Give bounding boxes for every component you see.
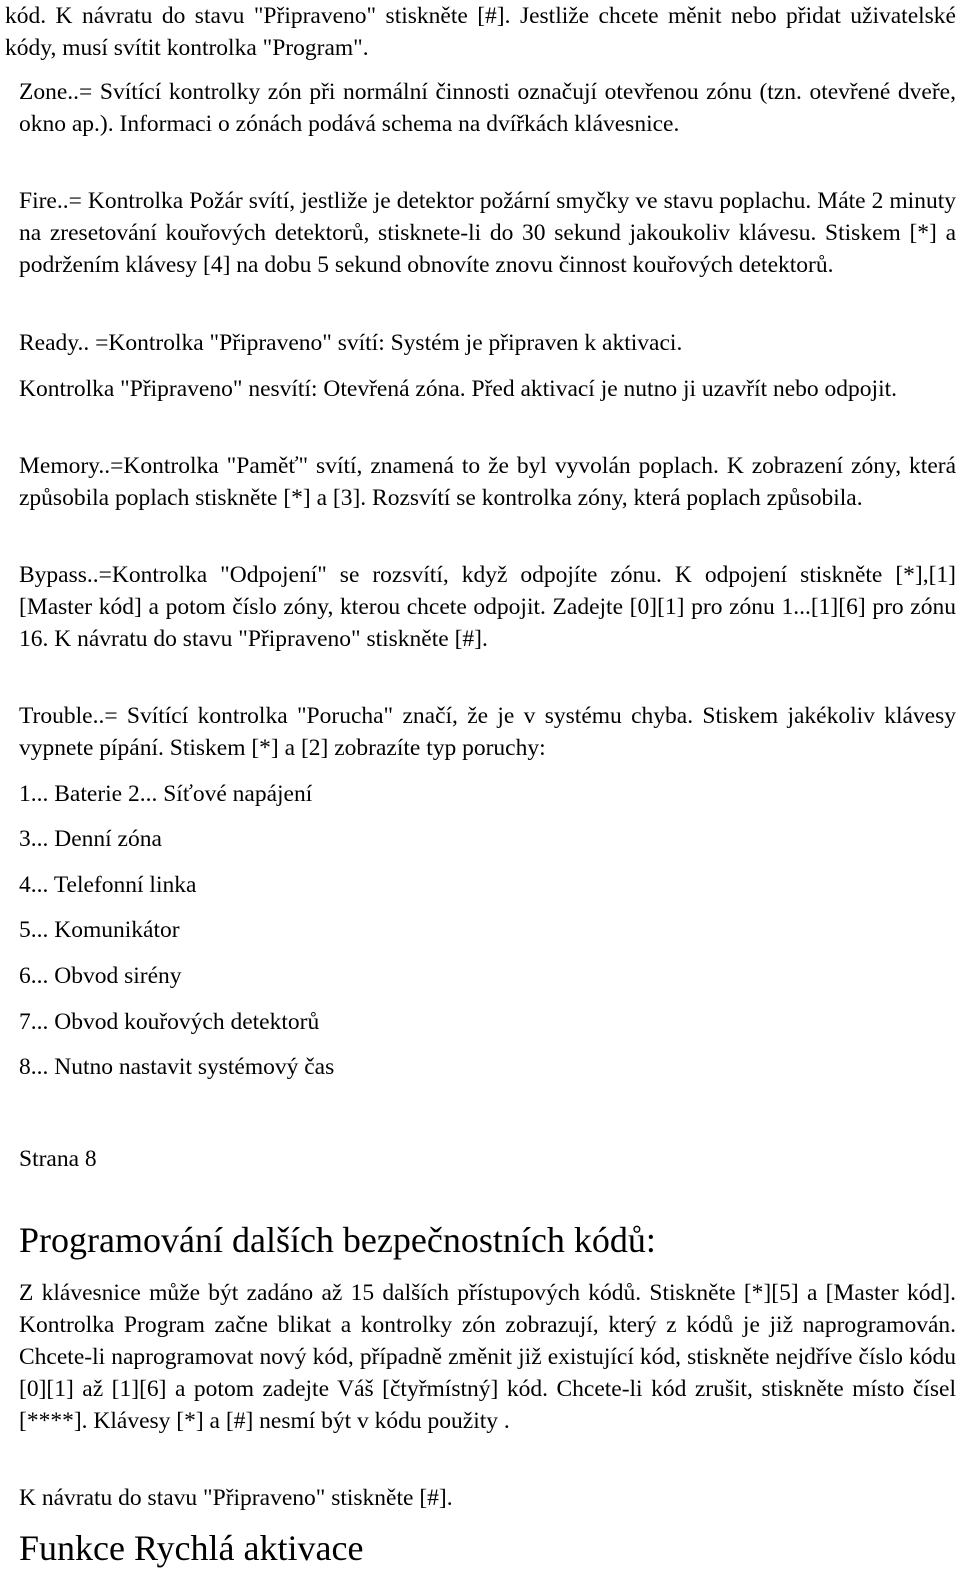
trouble-list-item: 1... Baterie 2... Síťové napájení: [19, 781, 313, 807]
ready-off-paragraph: Kontrolka "Připraveno" nesvítí: Otevřená zóna. Před aktivací je nutno ji uzavřít nebo odpojit.: [19, 376, 898, 402]
zone-paragraph: Zone..= Svítící kontrolky zón při normální činnosti označují otevřenou zónu (tzn. otevřené dveře, okno ap.). Informaci o zónách podává schema na dvířkách klávesnice.: [19, 79, 956, 137]
trouble-list-item: 5... Komunikátor: [19, 917, 180, 943]
trouble-paragraph: Trouble..= Svítící kontrolka "Porucha" značí, že je v systému chyba. Stiskem jakékoliv klávesy vypnete pípání. Stiskem [*] a [2] zobrazíte typ poruchy:: [19, 703, 956, 761]
section-heading-quick-arm: Funkce Rychlá aktivace: [19, 1528, 364, 1568]
ready-paragraph: Ready.. =Kontrolka "Připraveno" svítí: Systém je připraven k aktivaci.: [19, 330, 683, 356]
fire-paragraph: Fire..= Kontrolka Požár svítí, jestliže je detektor požární smyčky ve stavu poplachu. Máte 2 minuty na zresetování kouřových detektorů, stisknete-li do 30 sekund jakoukoliv klávesu. Stiskem [*] a podržením klávesy [4] na dobu 5 sekund obnovíte znovu činnost kouřových detektorů.: [19, 188, 956, 278]
page-number: Strana 8: [19, 1146, 97, 1172]
trouble-list-item: 6... Obvod sirény: [19, 963, 182, 989]
intro-paragraph: kód. K návratu do stavu "Připraveno" stiskněte [#]. Jestliže chcete měnit nebo přidat uživatelské kódy, musí svítit kontrolka "Program".: [5, 3, 956, 61]
trouble-list-item: 4... Telefonní linka: [19, 872, 197, 898]
section-heading-codes: Programování dalších bezpečnostních kódů:: [19, 1220, 656, 1260]
trouble-list-item: 8... Nutno nastavit systémový čas: [19, 1054, 335, 1080]
trouble-list-item: 7... Obvod kouřových detektorů: [19, 1009, 320, 1035]
bypass-paragraph: Bypass..=Kontrolka "Odpojení" se rozsvítí, když odpojíte zónu. K odpojení stiskněte [*],[1][Master kód] a potom číslo zóny, kterou chcete odpojit. Zadejte [0][1] pro zónu 1...[1][6] pro zónu 16. K návratu do stavu "Připraveno" stiskněte [#].: [19, 562, 956, 652]
memory-paragraph: Memory..=Kontrolka "Paměť" svítí, znamená to že byl vyvolán poplach. K zobrazení zóny, která způsobila poplach stiskněte [*] a [3]. Rozsvítí se kontrolka zóny, která poplach způsobila.: [19, 453, 956, 511]
codes-paragraph: Z klávesnice může být zadáno až 15 dalších přístupových kódů. Stiskněte [*][5] a [Master kód]. Kontrolka Program začne blikat a kontrolky zón zobrazují, který z kódů je již naprogramován. Chcete-li naprogramovat nový kód, případně změnit již existující kód, stiskněte nejdříve číslo kódu [0][1] až [1][6] a potom zadejte Váš [čtyřmístný] kód. Chcete-li kód zrušit, stiskněte místo čísel [****]. Klávesy [*] a [#] nesmí být v kódu použity .: [19, 1280, 956, 1434]
codes-return-paragraph: K návratu do stavu "Připraveno" stiskněte [#].: [19, 1485, 453, 1511]
trouble-list-item: 3... Denní zóna: [19, 826, 162, 852]
